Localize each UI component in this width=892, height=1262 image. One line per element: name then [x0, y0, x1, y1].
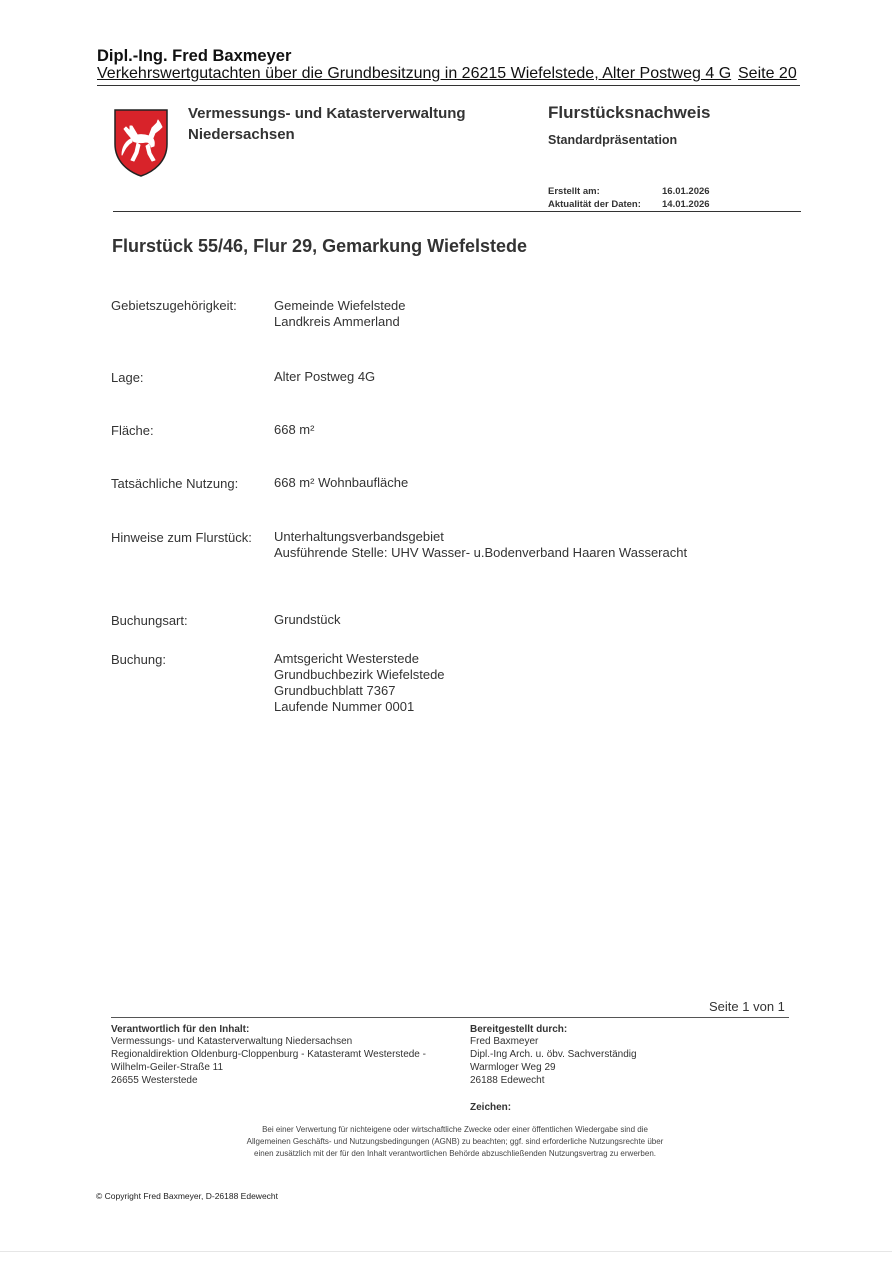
authority-name [188, 103, 466, 145]
responsible-line: Regionaldirektion Oldenburg-Cloppenburg - Katasteramt Westerstede - [111, 1049, 426, 1060]
responsible-heading: Verantwortlich für den Inhalt: [111, 1024, 250, 1035]
size-label: Fläche: [111, 423, 154, 438]
booking-line: Grundbuchbezirk Wiefelstede [274, 667, 445, 682]
area-membership-value [274, 298, 406, 330]
booking-value [274, 651, 445, 715]
area-membership-line: Gemeinde Wiefelstede [274, 298, 406, 313]
provided-block [470, 1024, 637, 1087]
data-actuality-label: Aktualität der Daten: [548, 199, 641, 210]
usage-disclaimer [200, 1124, 710, 1160]
location-label: Lage: [111, 370, 144, 385]
report-author: Dipl.-Ing. Fred Baxmeyer [97, 47, 292, 65]
reference-label: Zeichen: [470, 1102, 512, 1113]
header-divider [97, 85, 800, 86]
booking-line: Laufende Nummer 0001 [274, 699, 415, 714]
area-membership-label: Gebietszugehörigkeit: [111, 298, 237, 313]
lower-saxony-crest-icon [113, 108, 169, 178]
pagination: Seite 1 von 1 [709, 999, 785, 1014]
authority-line-1: Vermessungs- und Katasterverwaltung [188, 105, 466, 122]
size-value: 668 m² [274, 422, 315, 437]
notes-line: Ausführende Stelle: UHV Wasser- u.Bodenverband Haaren Wasseracht [274, 545, 688, 560]
authority-line-2: Niedersachsen [188, 126, 295, 143]
title-divider [113, 211, 801, 212]
notes-value [274, 529, 687, 561]
booking-line: Amtsgericht Westerstede [274, 651, 419, 666]
footer-divider [111, 1017, 789, 1018]
booking-label: Buchung: [111, 652, 166, 667]
report-page-number: Seite 20 [738, 65, 797, 82]
created-date: 16.01.2026 [662, 186, 710, 197]
usage-value: 668 m² Wohnbaufläche [274, 475, 409, 490]
copyright-notice: © Copyright Fred Baxmeyer, D-26188 Edewecht [96, 1191, 279, 1201]
booking-type-value: Grundstück [274, 612, 341, 627]
usage-label: Tatsächliche Nutzung: [111, 476, 239, 491]
provided-heading: Bereitgestellt durch: [470, 1024, 568, 1035]
responsible-line: Vermessungs- und Katasterverwaltung Niedersachsen [111, 1036, 353, 1047]
provided-line: Dipl.-Ing Arch. u. öbv. Sachverständig [470, 1049, 637, 1060]
provided-line: Fred Baxmeyer [470, 1036, 539, 1047]
notes-line: Unterhaltungsverbandsgebiet [274, 529, 444, 544]
provided-line: 26188 Edewecht [470, 1075, 545, 1086]
notes-label: Hinweise zum Flurstück: [111, 530, 252, 545]
booking-line: Grundbuchblatt 7367 [274, 683, 396, 698]
disclaimer-line: Bei einer Verwertung für nichteigene oder wirtschaftliche Zwecke oder einer öffentlichen Wiedergabe sind die [262, 1125, 648, 1134]
responsible-line: Wilhelm-Geiler-Straße 11 [111, 1062, 224, 1073]
location-value: Alter Postweg 4G [274, 369, 376, 384]
area-membership-line: Landkreis Ammerland [274, 314, 400, 329]
booking-type-label: Buchungsart: [111, 613, 188, 628]
disclaimer-line: Allgemeinen Geschäfts- und Nutzungsbedingungen (AGNB) zu beachten; ggf. sind erforderliche Nutzungsrechte über [246, 1137, 664, 1146]
provided-line: Warmloger Weg 29 [470, 1062, 556, 1073]
parcel-heading: Flurstück 55/46, Flur 29, Gemarkung Wiefelstede [112, 236, 527, 256]
data-actuality-date: 14.01.2026 [662, 199, 710, 210]
disclaimer-line: einen zusätzlich mit der für den Inhalt verantwortlichen Behörde abzuschließenden Nutzungsvertrag zu erwerben. [254, 1149, 656, 1158]
report-subject: Verkehrswertgutachten über die Grundbesitzung in 26215 Wiefelstede, Alter Postweg 4 G [97, 65, 732, 82]
responsible-block [111, 1024, 426, 1087]
document-subtitle: Standardpräsentation [548, 133, 678, 147]
responsible-line: 26655 Westerstede [111, 1075, 198, 1086]
document-title: Flurstücksnachweis [548, 103, 711, 122]
created-label: Erstellt am: [548, 186, 600, 197]
scan-edge-line [0, 1251, 892, 1252]
